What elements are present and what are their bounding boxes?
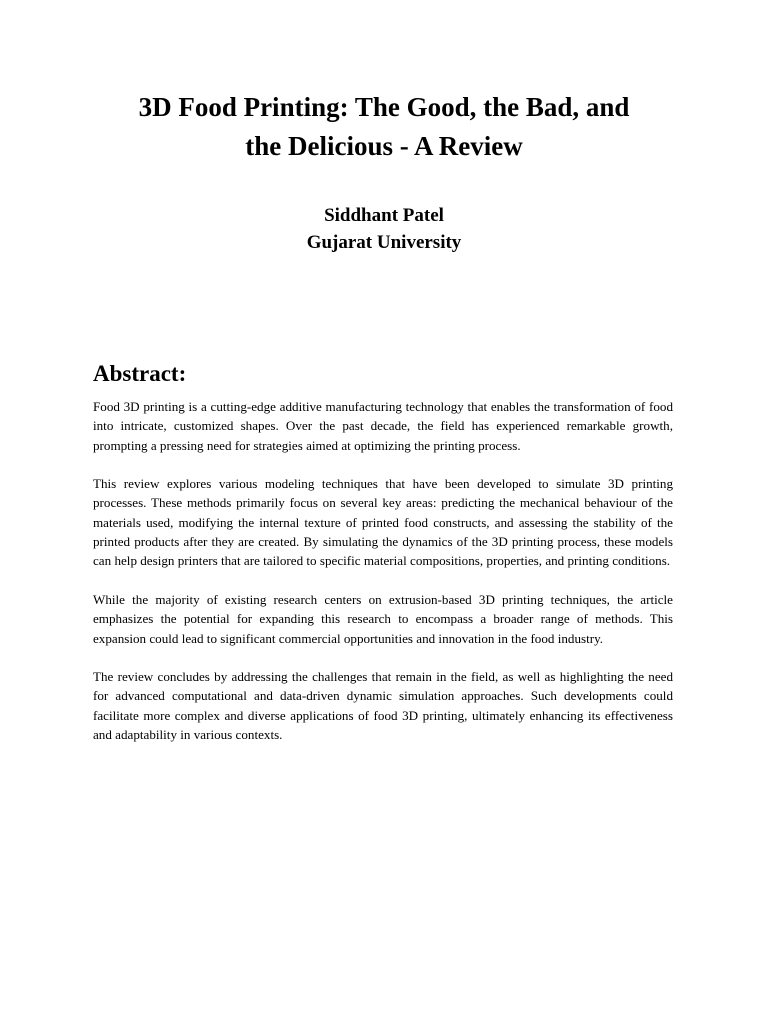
paper-title-line-2: the Delicious - A Review: [245, 131, 523, 161]
abstract-paragraph-1: Food 3D printing is a cutting-edge additive manufacturing technology that enables the transformation of food into intricate, customized shapes. Over the past decade, the field has experienced remarkable growth, prompting a pressing need for strategies aimed at optimizing the printing process.: [93, 399, 673, 453]
abstract-paragraph-2: This review explores various modeling techniques that have been developed to simulate 3D printing processes. These methods primarily focus on several key areas: predicting the mechanical behaviour of the materials used, modifying the internal texture of printed food constructs, and assessing the stability of the printed products after they are created. By simulating the dynamics of the 3D printing process, these models can help design printers that are tailored to specific material compositions, properties, and printing conditions.: [93, 476, 673, 569]
abstract-body: [93, 397, 673, 764]
paper-title-line-1: 3D Food Printing: The Good, the Bad, and: [138, 92, 630, 122]
abstract-paragraph-4: The review concludes by addressing the challenges that remain in the field, as well as highlighting the need for advanced computational and data-driven dynamic simulation approaches. Such developments could facilitate more complex and diverse applications of food 3D printing, ultimately enhancing its effectiveness and adaptability in various contexts.: [93, 669, 673, 743]
author-affiliation: Gujarat University: [306, 232, 462, 253]
author-name: Siddhant Patel: [324, 205, 444, 226]
abstract-heading: Abstract:: [93, 361, 187, 386]
author-block: [60, 202, 708, 256]
abstract-paragraph-3: While the majority of existing research centers on extrusion-based 3D printing techniques, the article emphasizes the potential for expanding this research to encompass a broader range of methods. This expansion could lead to significant commercial opportunities and innovation in the food industry.: [93, 591, 673, 646]
paper-title: [60, 88, 708, 166]
